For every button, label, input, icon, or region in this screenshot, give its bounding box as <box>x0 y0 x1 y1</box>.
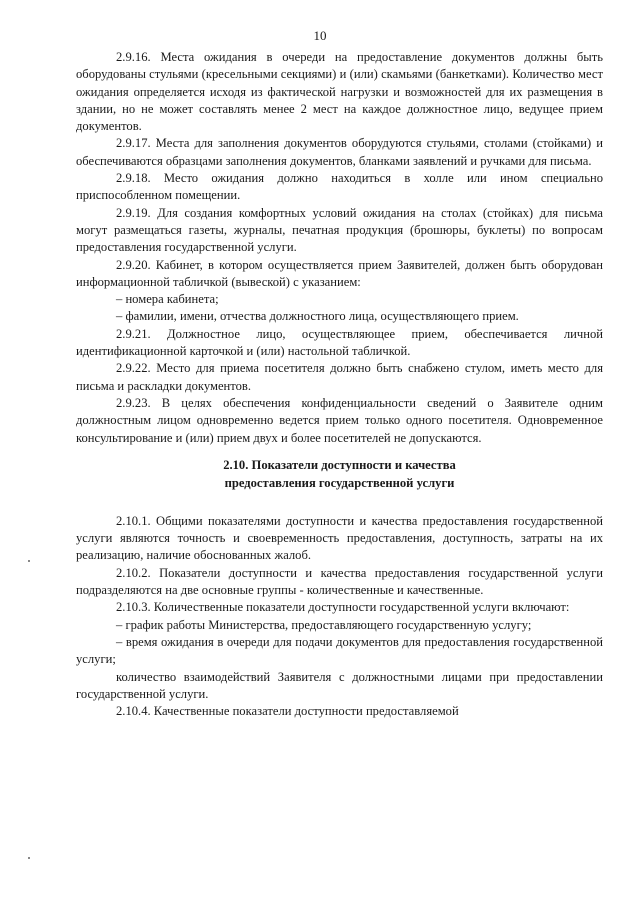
page-number: 10 <box>313 28 327 43</box>
paragraph-2-9-20: 2.9.20. Кабинет, в котором осуществляется прием Заявителей, должен быть оборудован информационной табличкой (вывеской) с указанием: <box>76 257 603 289</box>
paragraph-2-9-17: 2.9.17. Места для заполнения документов оборудуются стульями, столами (стойками) и обеспечиваются образцами заполнения документов, бланками заявлений и ручками для письма. <box>76 136 603 168</box>
paragraph-2-10-3: 2.10.3. Количественные показатели доступности государственной услуги включают: <box>116 600 570 615</box>
paragraph-2-9-19: 2.9.19. Для создания комфортных условий ожидания на столах (стойках) для письма могут размещаться газеты, журналы, печатная продукция (брошюры, буклеты) по вопросам предоставления государственной услуги. <box>76 205 603 255</box>
paragraph-2-9-22: 2.9.22. Место для приема посетителя должно быть снабжено стулом, иметь место для письма и раскладки документов. <box>76 361 603 393</box>
section-heading <box>76 456 603 492</box>
list-item-room-number: – номера кабинета; <box>116 292 219 307</box>
list-item-waiting-time: – время ожидания в очереди для подачи документов для предоставления государственной услуги; <box>76 634 603 667</box>
paragraph-2-10-4: 2.10.4. Качественные показатели доступности предоставляемой <box>116 704 459 719</box>
paragraph-2-9-23: 2.9.23. В целях обеспечения конфиденциальности сведений о Заявителе одним должностным лицом одновременно ведется прием только одного посетителя. Одновременное консультирование и (или) прием двух и более посетителей не допускаются. <box>76 395 603 445</box>
section-heading-line2: предоставления государственной услуги <box>224 475 455 490</box>
section-heading-line1: 2.10. Показатели доступности и качества <box>223 457 456 472</box>
paragraph-2-9-16: 2.9.16. Места ожидания в очереди на предоставление документов должны быть оборудованы стульями (кресельными секциями) и (или) скамьями (банкетками). Количество мест ожидания определяется исходя из фактической нагрузки и возможностей для их размещения в здании, но не может составлять менее 2 мест на каждое должностное лицо, ведущее прием документов. <box>76 50 603 134</box>
paragraph-2-9-18: 2.9.18. Место ожидания должно находиться в холле или ином специально приспособленном помещении. <box>76 171 603 203</box>
paragraph-2-10-1: 2.10.1. Общими показателями доступности и качества предоставления государственной услуги являются точность и своевременность предоставления, доступность, затраты на их реализацию, наличие обоснованных жалоб. <box>76 513 603 563</box>
scan-speck <box>28 560 30 562</box>
paragraph-2-9-21: 2.9.21. Должностное лицо, осуществляющее прием, обеспечивается личной идентификационной карточкой и (или) настольной табличкой. <box>76 326 603 359</box>
paragraph-2-10-2: 2.10.2. Показатели доступности и качества предоставления государственной услуги подразделяются на две основные группы - количественные и качественные. <box>76 565 603 598</box>
scan-speck <box>28 857 30 859</box>
document-body <box>76 49 603 720</box>
list-item-interactions: количество взаимодействий Заявителя с должностными лицами при предоставлении государственной услуги. <box>76 669 603 701</box>
list-item-work-schedule: – график работы Министерства, предоставляющего государственную услугу; <box>116 617 532 632</box>
list-item-officer-name: – фамилии, имени, отчества должностного лица, осуществляющего прием. <box>116 309 519 324</box>
